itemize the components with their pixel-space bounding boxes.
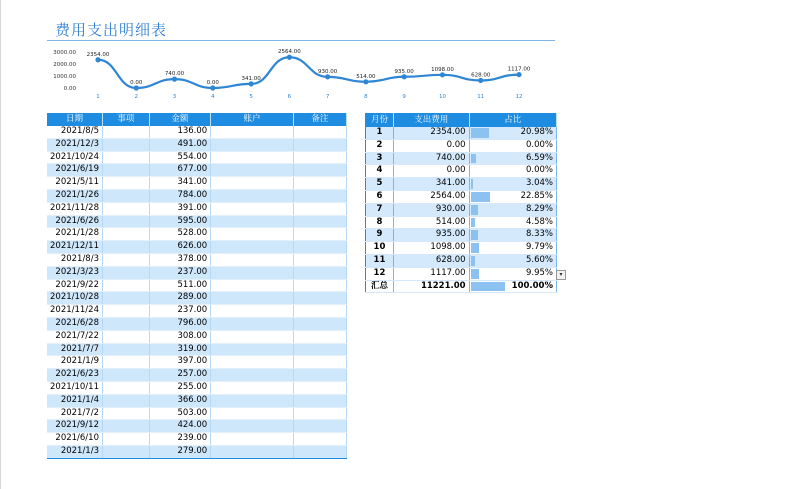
detail-date-cell[interactable]: 2021/9/12 <box>47 420 103 433</box>
detail-account-cell[interactable] <box>211 343 294 356</box>
detail-note-cell[interactable] <box>293 189 346 202</box>
detail-item-cell[interactable] <box>103 228 150 241</box>
summary-month-cell[interactable]: 12 <box>366 267 394 280</box>
summary-expense-cell[interactable]: 341.00 <box>393 178 469 191</box>
detail-item-cell[interactable] <box>103 356 150 369</box>
detail-account-cell[interactable] <box>211 215 294 228</box>
detail-amount-cell[interactable]: 528.00 <box>149 228 211 241</box>
x-tick-label: 9 <box>402 94 406 100</box>
detail-account-cell[interactable] <box>211 407 294 420</box>
detail-row <box>47 305 347 318</box>
summary-row <box>366 242 557 255</box>
detail-row <box>47 394 347 407</box>
header-ratio[interactable]: 占比 <box>469 114 556 128</box>
total-ratio-databar <box>471 282 506 292</box>
detail-amount-cell[interactable]: 491.00 <box>149 138 211 151</box>
detail-date-cell[interactable]: 2021/1/28 <box>47 228 103 241</box>
detail-amount-cell[interactable]: 784.00 <box>149 189 211 202</box>
detail-item-cell[interactable] <box>103 369 150 382</box>
detail-amount-cell[interactable]: 424.00 <box>149 420 211 433</box>
detail-row <box>47 279 347 292</box>
summary-ratio-cell[interactable] <box>469 152 556 165</box>
header-date[interactable]: 日期 <box>47 113 103 126</box>
detail-account-cell[interactable] <box>211 292 294 305</box>
total-expense[interactable]: 11221.00 <box>393 280 469 293</box>
summary-month-cell[interactable]: 7 <box>366 203 394 216</box>
summary-ratio-cell[interactable] <box>469 254 556 267</box>
detail-item-cell[interactable] <box>103 381 150 394</box>
detail-amount-cell[interactable]: 554.00 <box>149 151 211 164</box>
detail-row <box>47 381 347 394</box>
data-label: 1117.00 <box>507 66 531 73</box>
detail-note-cell[interactable] <box>293 202 346 215</box>
detail-note-cell[interactable] <box>293 164 346 177</box>
ratio-databar <box>471 205 478 215</box>
detail-date-cell[interactable]: 2021/6/10 <box>47 433 103 446</box>
page-title: 费用支出明细表 <box>55 21 168 39</box>
summary-row <box>366 203 557 216</box>
detail-date-cell[interactable]: 2021/6/26 <box>47 215 103 228</box>
detail-row <box>47 356 347 369</box>
detail-item-cell[interactable] <box>103 343 150 356</box>
detail-account-cell[interactable] <box>211 305 294 318</box>
expense-detail-table <box>47 113 347 459</box>
summary-row <box>366 267 557 280</box>
summary-total-row <box>366 280 557 293</box>
detail-date-cell[interactable]: 2021/12/11 <box>47 241 103 254</box>
detail-date-cell[interactable]: 2021/3/23 <box>47 266 103 279</box>
ratio-text: 0.00% <box>525 139 553 150</box>
header-note[interactable]: 备注 <box>293 113 346 126</box>
detail-row <box>47 228 347 241</box>
detail-row <box>47 330 347 343</box>
detail-note-cell[interactable] <box>293 151 346 164</box>
summary-expense-cell[interactable]: 740.00 <box>393 152 469 165</box>
detail-date-cell[interactable]: 2021/10/24 <box>47 151 103 164</box>
detail-item-cell[interactable] <box>103 164 150 177</box>
detail-amount-cell[interactable]: 677.00 <box>149 164 211 177</box>
data-point[interactable] <box>363 79 368 84</box>
summary-row <box>366 190 557 203</box>
ratio-text: 20.98% <box>520 127 553 137</box>
detail-amount-cell[interactable]: 279.00 <box>149 445 211 458</box>
summary-ratio-cell[interactable] <box>469 242 556 255</box>
detail-note-cell[interactable] <box>293 381 346 394</box>
detail-row <box>47 317 347 330</box>
detail-item-cell[interactable] <box>103 420 150 433</box>
detail-date-cell[interactable]: 2021/8/3 <box>47 253 103 266</box>
summary-month-cell[interactable]: 11 <box>366 254 394 267</box>
detail-date-cell[interactable]: 2021/6/23 <box>47 369 103 382</box>
data-label: 628.00 <box>471 72 491 79</box>
ratio-databar <box>471 128 489 138</box>
detail-date-cell[interactable]: 2021/11/28 <box>47 202 103 215</box>
x-tick-label: 10 <box>438 94 446 100</box>
detail-note-cell[interactable] <box>293 343 346 356</box>
detail-account-cell[interactable] <box>211 330 294 343</box>
detail-date-cell[interactable]: 2021/12/3 <box>47 138 103 151</box>
data-point[interactable] <box>478 78 483 83</box>
detail-account-cell[interactable] <box>211 394 294 407</box>
ratio-text: 9.95% <box>525 267 553 278</box>
header-expense[interactable]: 支出费用 <box>393 114 469 128</box>
ratio-databar <box>471 256 476 266</box>
detail-note-cell[interactable] <box>293 279 346 292</box>
summary-row <box>366 152 557 165</box>
detail-item-cell[interactable] <box>103 394 150 407</box>
ratio-databar <box>471 179 474 189</box>
detail-row <box>47 343 347 356</box>
expense-line-chart <box>40 42 540 104</box>
detail-row <box>47 407 347 420</box>
detail-account-cell[interactable] <box>211 151 294 164</box>
detail-date-cell[interactable]: 2021/6/28 <box>47 317 103 330</box>
detail-note-cell[interactable] <box>293 305 346 318</box>
detail-account-cell[interactable] <box>211 433 294 446</box>
detail-item-cell[interactable] <box>103 292 150 305</box>
summary-row <box>366 229 557 242</box>
summary-expense-cell[interactable]: 935.00 <box>393 229 469 242</box>
data-label: 930.00 <box>318 68 338 75</box>
detail-item-cell[interactable] <box>103 253 150 266</box>
summary-month-cell[interactable]: 1 <box>366 127 394 139</box>
detail-date-cell[interactable]: 2021/6/19 <box>47 164 103 177</box>
detail-account-cell[interactable] <box>211 381 294 394</box>
summary-ratio-cell[interactable] <box>469 139 556 152</box>
series-line <box>98 57 519 88</box>
data-point[interactable] <box>325 74 330 79</box>
detail-row <box>47 138 347 151</box>
detail-item-cell[interactable] <box>103 215 150 228</box>
detail-amount-cell[interactable]: 511.00 <box>149 279 211 292</box>
summary-expense-cell[interactable]: 0.00 <box>393 165 469 178</box>
detail-date-cell[interactable]: 2021/8/5 <box>47 126 103 138</box>
detail-date-cell[interactable]: 2021/10/28 <box>47 292 103 305</box>
detail-amount-cell[interactable]: 237.00 <box>149 266 211 279</box>
detail-item-cell[interactable] <box>103 433 150 446</box>
data-point[interactable] <box>287 55 292 60</box>
total-ratio[interactable] <box>469 280 556 293</box>
detail-item-cell[interactable] <box>103 445 150 458</box>
data-label: 740.00 <box>164 71 185 78</box>
x-tick-label: 3 <box>172 94 177 100</box>
detail-note-cell[interactable] <box>293 292 346 305</box>
detail-item-cell[interactable] <box>103 330 150 343</box>
header-item[interactable]: 事项 <box>103 113 150 126</box>
detail-note-cell[interactable] <box>293 266 346 279</box>
x-tick-label: 7 <box>325 94 330 100</box>
y-tick-label: 1000.00 <box>53 74 76 80</box>
detail-note-cell[interactable] <box>293 215 346 228</box>
summary-row <box>366 127 557 139</box>
ratio-text: 5.60% <box>525 254 553 265</box>
detail-amount-cell[interactable]: 239.00 <box>149 433 211 446</box>
detail-date-cell[interactable]: 2021/7/7 <box>47 343 103 356</box>
data-point[interactable] <box>402 74 407 79</box>
detail-item-cell[interactable] <box>103 317 150 330</box>
summary-ratio-cell[interactable] <box>469 178 556 191</box>
summary-month-cell[interactable]: 10 <box>366 242 394 255</box>
detail-item-cell[interactable] <box>103 177 150 190</box>
detail-row <box>47 420 347 433</box>
detail-amount-cell[interactable]: 378.00 <box>149 253 211 266</box>
data-point[interactable] <box>516 72 521 77</box>
total-ratio-text: 100.00% <box>511 280 553 291</box>
detail-note-cell[interactable] <box>293 126 346 138</box>
summary-ratio-cell[interactable] <box>469 216 556 229</box>
summary-row <box>366 254 557 267</box>
summary-expense-cell[interactable]: 514.00 <box>393 216 469 229</box>
detail-row <box>47 126 347 138</box>
cell-dropdown-arrow-icon[interactable]: ▾ <box>556 270 566 280</box>
summary-expense-cell[interactable]: 1098.00 <box>393 242 469 255</box>
detail-note-cell[interactable] <box>293 228 346 241</box>
ratio-databar <box>471 243 479 253</box>
detail-row <box>47 369 347 382</box>
detail-account-cell[interactable] <box>211 445 294 458</box>
detail-row <box>47 433 347 446</box>
detail-item-cell[interactable] <box>103 189 150 202</box>
detail-row <box>47 241 347 254</box>
summary-header-row <box>366 114 557 128</box>
detail-account-cell[interactable] <box>211 356 294 369</box>
detail-account-cell[interactable] <box>211 202 294 215</box>
x-tick-label: 1 <box>96 94 100 100</box>
detail-row <box>47 164 347 177</box>
ratio-text: 22.85% <box>520 190 553 201</box>
ratio-text: 8.33% <box>525 229 553 240</box>
summary-ratio-cell[interactable] <box>469 267 556 280</box>
detail-account-cell[interactable] <box>211 279 294 292</box>
summary-expense-cell[interactable]: 628.00 <box>393 254 469 267</box>
data-label: 0.00 <box>130 80 143 86</box>
detail-account-cell[interactable] <box>211 126 294 138</box>
summary-row <box>366 139 557 152</box>
detail-row <box>47 445 347 458</box>
detail-date-cell[interactable]: 2021/1/9 <box>47 356 103 369</box>
ratio-text: 6.59% <box>525 152 553 163</box>
summary-row <box>366 165 557 178</box>
detail-amount-cell[interactable]: 626.00 <box>149 241 211 254</box>
detail-date-cell[interactable]: 2021/1/3 <box>47 445 103 458</box>
detail-header-row <box>47 113 347 126</box>
summary-ratio-cell[interactable] <box>469 190 556 203</box>
ratio-databar <box>471 230 478 240</box>
ratio-text: 8.29% <box>525 203 553 214</box>
detail-account-cell[interactable] <box>211 177 294 190</box>
detail-row <box>47 189 347 202</box>
total-label[interactable]: 汇总 <box>366 280 394 293</box>
detail-date-cell[interactable]: 2021/7/2 <box>47 407 103 420</box>
detail-row <box>47 215 347 228</box>
summary-ratio-cell[interactable] <box>469 165 556 178</box>
detail-amount-cell[interactable]: 391.00 <box>149 202 211 215</box>
x-tick-label: 12 <box>515 94 523 100</box>
summary-month-cell[interactable]: 5 <box>366 178 394 191</box>
data-point[interactable] <box>95 57 100 62</box>
detail-date-cell[interactable]: 2021/1/26 <box>47 189 103 202</box>
ratio-text: 9.79% <box>525 242 553 253</box>
detail-item-cell[interactable] <box>103 407 150 420</box>
detail-account-cell[interactable] <box>211 138 294 151</box>
detail-row <box>47 266 347 279</box>
detail-date-cell[interactable]: 2021/10/11 <box>47 381 103 394</box>
ratio-databar <box>471 192 491 202</box>
detail-account-cell[interactable] <box>211 317 294 330</box>
summary-month-cell[interactable]: 6 <box>366 190 394 203</box>
summary-month-cell[interactable]: 9 <box>366 229 394 242</box>
detail-note-cell[interactable] <box>293 241 346 254</box>
detail-amount-cell[interactable]: 255.00 <box>149 381 211 394</box>
ratio-databar <box>471 154 477 164</box>
detail-row <box>47 151 347 164</box>
x-tick-label: 5 <box>249 94 253 100</box>
detail-note-cell[interactable] <box>293 407 346 420</box>
data-label: 935.00 <box>394 68 414 75</box>
x-tick-label: 6 <box>287 94 292 100</box>
data-label: 0.00 <box>206 80 219 86</box>
detail-amount-cell[interactable]: 319.00 <box>149 343 211 356</box>
title-underline <box>47 40 555 41</box>
data-point[interactable] <box>134 85 139 90</box>
detail-note-cell[interactable] <box>293 330 346 343</box>
detail-item-cell[interactable] <box>103 279 150 292</box>
detail-amount-cell[interactable]: 366.00 <box>149 394 211 407</box>
data-point[interactable] <box>440 72 445 77</box>
window-left-border <box>0 0 1 489</box>
detail-amount-cell[interactable]: 257.00 <box>149 369 211 382</box>
detail-account-cell[interactable] <box>211 189 294 202</box>
detail-item-cell[interactable] <box>103 305 150 318</box>
header-account[interactable]: 账户 <box>211 113 294 126</box>
detail-date-cell[interactable]: 2021/7/22 <box>47 330 103 343</box>
detail-item-cell[interactable] <box>103 126 150 138</box>
data-label: 2354.00 <box>86 51 110 58</box>
summary-month-cell[interactable]: 3 <box>366 152 394 165</box>
y-tick-label: 2000.00 <box>53 62 76 68</box>
detail-item-cell[interactable] <box>103 266 150 279</box>
detail-amount-cell[interactable]: 397.00 <box>149 356 211 369</box>
x-tick-label: 11 <box>477 94 485 100</box>
detail-date-cell[interactable]: 2021/5/11 <box>47 177 103 190</box>
detail-row <box>47 253 347 266</box>
detail-item-cell[interactable] <box>103 138 150 151</box>
data-point[interactable] <box>210 85 215 90</box>
detail-note-cell[interactable] <box>293 253 346 266</box>
ratio-text: 3.04% <box>525 178 553 189</box>
ratio-text: 4.58% <box>525 216 553 227</box>
summary-row <box>366 178 557 191</box>
data-label: 2564.00 <box>277 49 301 56</box>
detail-note-cell[interactable] <box>293 177 346 190</box>
detail-amount-cell[interactable]: 796.00 <box>149 317 211 330</box>
detail-amount-cell[interactable]: 237.00 <box>149 305 211 318</box>
header-month[interactable]: 月份 <box>366 114 394 128</box>
detail-note-cell[interactable] <box>293 433 346 446</box>
summary-ratio-cell[interactable] <box>469 229 556 242</box>
detail-amount-cell[interactable]: 308.00 <box>149 330 211 343</box>
detail-note-cell[interactable] <box>293 394 346 407</box>
detail-amount-cell[interactable]: 341.00 <box>149 177 211 190</box>
summary-expense-cell[interactable]: 930.00 <box>393 203 469 216</box>
summary-ratio-cell[interactable] <box>469 203 556 216</box>
detail-note-cell[interactable] <box>293 317 346 330</box>
detail-amount-cell[interactable]: 595.00 <box>149 215 211 228</box>
detail-amount-cell[interactable]: 289.00 <box>149 292 211 305</box>
summary-expense-cell[interactable]: 1117.00 <box>393 267 469 280</box>
detail-note-cell[interactable] <box>293 138 346 151</box>
ratio-text: 0.00% <box>525 165 553 176</box>
detail-row <box>47 177 347 190</box>
summary-month-cell[interactable]: 2 <box>366 139 394 152</box>
detail-note-cell[interactable] <box>293 420 346 433</box>
monthly-summary-table <box>365 113 557 293</box>
ratio-databar <box>471 269 480 279</box>
summary-expense-cell[interactable]: 2354.00 <box>393 127 469 139</box>
detail-amount-cell[interactable]: 503.00 <box>149 407 211 420</box>
summary-ratio-cell[interactable] <box>469 127 556 139</box>
data-point[interactable] <box>248 81 253 86</box>
detail-row <box>47 292 347 305</box>
ratio-databar <box>471 218 475 228</box>
detail-account-cell[interactable] <box>211 164 294 177</box>
y-tick-label: 3000.00 <box>53 50 76 56</box>
detail-date-cell[interactable]: 2021/9/22 <box>47 279 103 292</box>
header-amount[interactable]: 金额 <box>149 113 211 126</box>
y-tick-label: 0.00 <box>63 86 76 92</box>
summary-month-cell[interactable]: 8 <box>366 216 394 229</box>
detail-account-cell[interactable] <box>211 420 294 433</box>
x-tick-label: 2 <box>134 94 139 100</box>
summary-expense-cell[interactable]: 2564.00 <box>393 190 469 203</box>
summary-month-cell[interactable]: 4 <box>366 165 394 178</box>
detail-note-cell[interactable] <box>293 445 346 458</box>
data-label: 514.00 <box>356 73 376 80</box>
detail-account-cell[interactable] <box>211 369 294 382</box>
detail-amount-cell[interactable]: 136.00 <box>149 126 211 138</box>
detail-item-cell[interactable] <box>103 151 150 164</box>
data-label: 1098.00 <box>431 66 454 73</box>
detail-account-cell[interactable] <box>211 253 294 266</box>
detail-item-cell[interactable] <box>103 202 150 215</box>
summary-row <box>366 216 557 229</box>
detail-row <box>47 202 347 215</box>
x-tick-label: 8 <box>364 94 368 100</box>
detail-date-cell[interactable]: 2021/1/4 <box>47 394 103 407</box>
detail-item-cell[interactable] <box>103 241 150 254</box>
x-tick-label: 4 <box>211 94 215 100</box>
detail-note-cell[interactable] <box>293 356 346 369</box>
detail-account-cell[interactable] <box>211 241 294 254</box>
data-label: 341.00 <box>241 75 261 82</box>
data-point[interactable] <box>172 77 177 82</box>
detail-note-cell[interactable] <box>293 369 346 382</box>
detail-date-cell[interactable]: 2021/11/24 <box>47 305 103 318</box>
detail-account-cell[interactable] <box>211 228 294 241</box>
detail-account-cell[interactable] <box>211 266 294 279</box>
summary-expense-cell[interactable]: 0.00 <box>393 139 469 152</box>
